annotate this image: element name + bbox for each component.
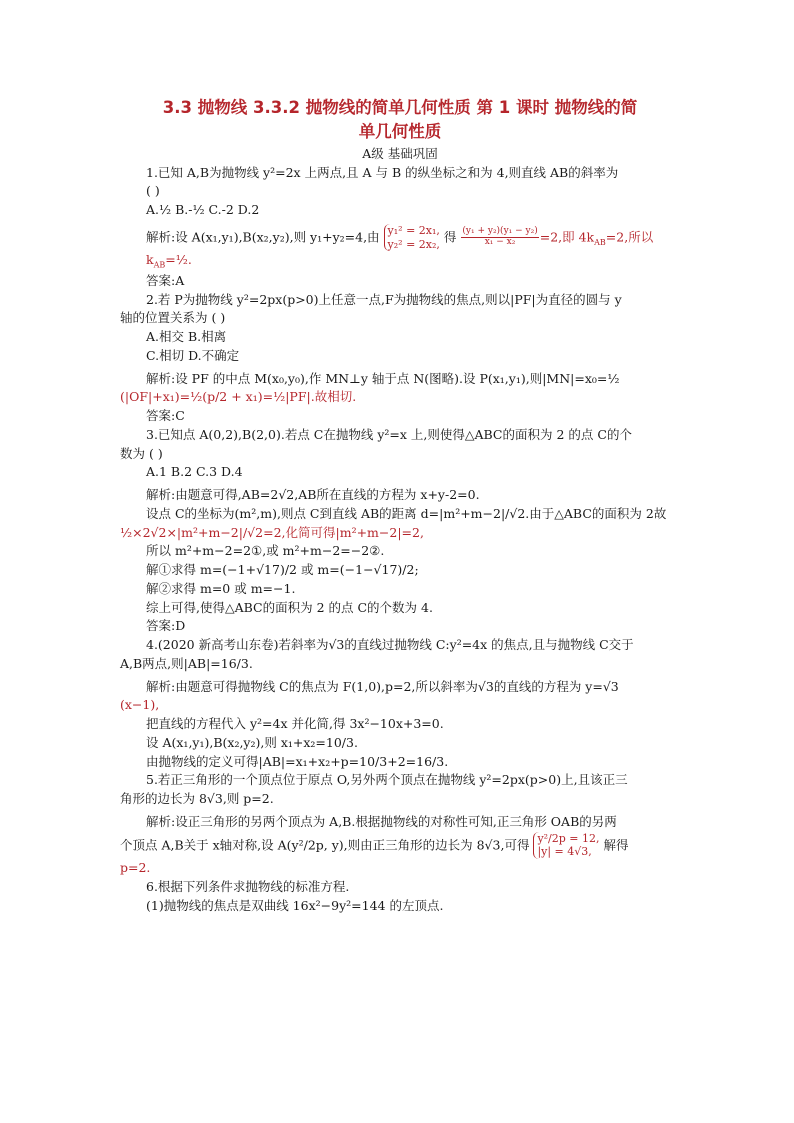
question-2-stem-cont: 轴的位置关系为 ( ) (120, 310, 226, 326)
question-3-solution-7: 综上可得,使得△ABC的面积为 2 的点 C的个数为 4. (146, 599, 433, 615)
question-2-stem: 2.若 P为抛物线 y²=2px(p>0)上任意一点,F为抛物线的焦点,则以|PF|为直径的圆与 y (146, 291, 622, 307)
equation-system: y₁² = 2x₁, y₂² = 2x₂, (384, 224, 440, 252)
question-3-solution-2: 设点 C的坐标为(m²,m),则点 C到直线 AB的距离 d=|m²+m−2|/√2.由于△ABC的面积为 2故 (146, 505, 667, 521)
question-1-answer: 答案:A (146, 272, 185, 288)
question-4-solution-1b: (x−1), (120, 697, 160, 713)
question-6-stem: 6.根据下列条件求抛物线的标准方程. (146, 878, 350, 894)
question-3-answer: 答案:D (146, 618, 186, 634)
question-2-solution-cont: (|OF|+x₁)=½(p/2 + x₁)=½|PF|.故相切. (120, 389, 357, 405)
question-5-solution-2: 个顶点 A,B关于 x轴对称,设 A(y²/2p, y),则由正三角形的边长为 8√3,可得 y²/2p = 12, |y| = 4√3, 解得 (120, 831, 629, 859)
question-1 (120, 164, 680, 291)
level-heading: A级 基础巩固 (362, 145, 438, 161)
question-3-solution-6: 解②求得 m=0 或 m=−1. (146, 580, 296, 596)
document-page (120, 96, 680, 915)
question-1-paren: ( ) (146, 183, 160, 199)
equation-system: y²/2p = 12, |y| = 4√3, (533, 832, 599, 860)
page-title: 3.3 抛物线 3.3.2 抛物线的简单几何性质 第 1 课时 抛物线的简 单几何性质 (162, 98, 638, 141)
question-5-stem-cont: 角形的边长为 8√3,则 p=2. (120, 791, 274, 807)
question-1-options: A.½ B.-½ C.-2 D.2 (146, 202, 260, 218)
question-4-solution-1: 解析:由题意可得抛物线 C的焦点为 F(1,0),p=2,所以斜率为√3的直线的方程为 y=√3 (146, 678, 619, 694)
question-3 (120, 426, 680, 636)
question-6 (120, 878, 680, 916)
question-4-stem-cont: A,B两点,则|AB|=16/3. (120, 655, 253, 671)
question-2 (120, 291, 680, 426)
question-4-solution-4: 由抛物线的定义可得|AB|=x₁+x₂+p=10/3+2=16/3. (146, 753, 449, 769)
question-5-solution-3: p=2. (120, 860, 151, 876)
question-2-options-1: A.相交 B.相离 (146, 329, 227, 345)
question-3-options: A.1 B.2 C.3 D.4 (146, 464, 243, 480)
question-1-solution: 解析:设 A(x₁,y₁),B(x₂,y₂),则 y₁+y₂=4,由 y₁² = 2x₁, y₂² = 2x₂, 得 $\frac{\text{(y₁ + y₂)(y₁ − y₂)}}{\text{x₁ − x₂}}$ =2,即 $4k_{AB}=2$,所以 $k_{AB}=\frac{1}{2}$. (146, 223, 654, 270)
question-4-stem: 4.(2020 新高考山东卷)若斜率为√3的直线过抛物线 C:y²=4x 的焦点,且与抛物线 C交于 (146, 637, 634, 653)
question-3-solution-1: 解析:由题意可得,AB=2√2,AB所在直线的方程为 x+y-2=0. (146, 487, 480, 503)
question-3-solution-5: 解①求得 m=(−1+√17)/2 或 m=(−1−√17)/2; (146, 562, 419, 578)
question-6-sub-1: (1)抛物线的焦点是双曲线 16x²−9y²=144 的左顶点. (146, 897, 444, 913)
question-5-solution-1: 解析:设正三角形的另两个顶点为 A,B.根据抛物线的对称性可知,正三角形 OAB的另两 (146, 813, 617, 829)
question-3-stem: 3.已知点 A(0,2),B(2,0).若点 C在抛物线 y²=x 上,则使得△ABC的面积为 2 的点 C的个 (146, 426, 632, 442)
question-2-answer: 答案:C (146, 408, 185, 424)
question-5 (120, 771, 680, 878)
question-4 (120, 636, 680, 771)
question-1-stem: 1.已知 A,B为抛物线 y²=2x 上两点,且 A 与 B 的纵坐标之和为 4,则直线 AB的斜率为 (146, 164, 619, 180)
question-3-solution-4: 所以 m²+m−2=2①,或 m²+m−2=−2②. (146, 543, 385, 559)
fraction: $\frac{\text{(y₁ + y₂)(y₁ − y₂)}}{\text{x₁ − x₂}}$ (462, 226, 538, 248)
question-3-stem-cont: 数为 ( ) (120, 445, 163, 461)
question-4-solution-2: 把直线的方程代入 y²=4x 并化简,得 3x²−10x+3=0. (146, 716, 444, 732)
question-3-solution-3: ½×2√2×|m²+m−2|/√2=2,化简可得|m²+m−2|=2, (120, 524, 424, 540)
question-2-options-2: C.相切 D.不确定 (146, 347, 240, 363)
question-5-stem: 5.若正三角形的一个顶点位于原点 O,另外两个顶点在抛物线 y²=2px(p>0)上,且该正三 (146, 772, 628, 788)
question-4-solution-3: 设 A(x₁,y₁),B(x₂,y₂),则 x₁+x₂=10/3. (146, 734, 358, 750)
question-2-solution: 解析:设 PF 的中点 M(x₀,y₀),作 MN⊥y 轴于点 N(图略).设 P(x₁,y₁),则|MN|=x₀=½ (146, 370, 620, 386)
